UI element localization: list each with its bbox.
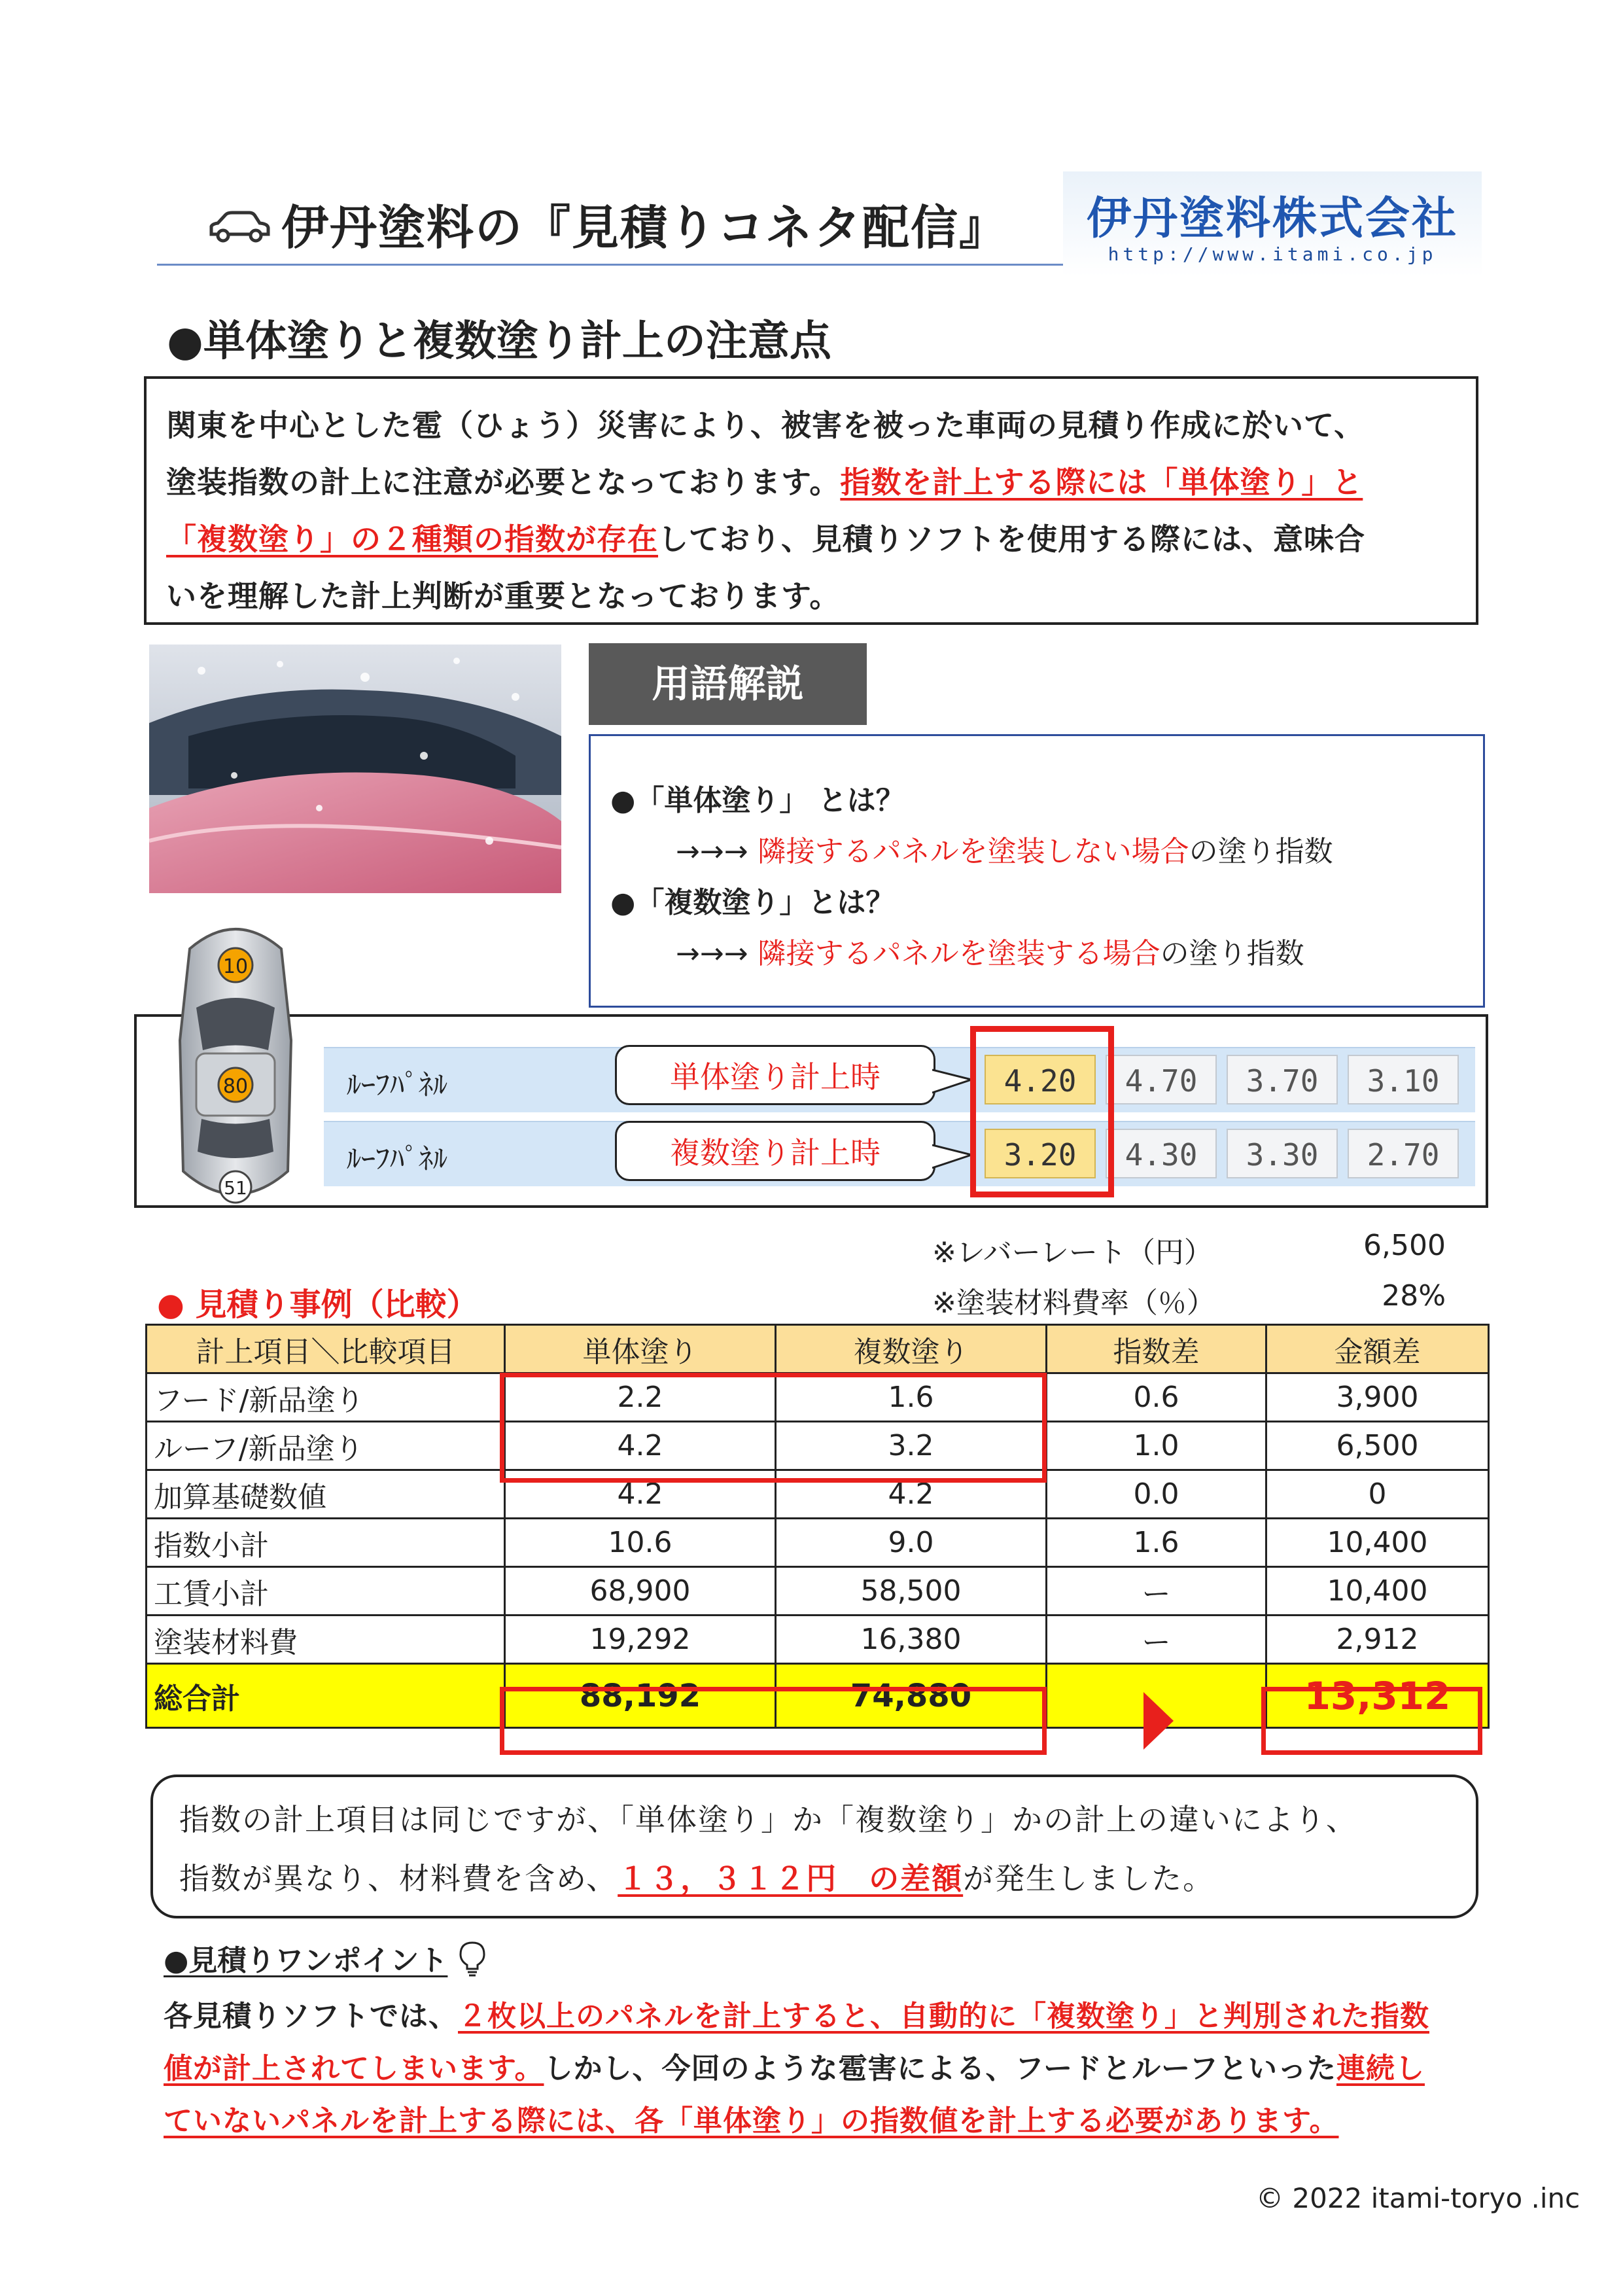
tip-title — [164, 1937, 447, 1979]
tip-line-3 — [164, 2097, 1338, 2139]
glossary-a-highlight: 隣接するパネルを塗装する場合 — [757, 937, 1161, 970]
panel-highlight-box — [970, 1026, 1114, 1197]
arrow-text: →→→ — [676, 937, 758, 970]
total-amount-diff: 13,312 — [1266, 1664, 1489, 1728]
row-item: 塗装材料費 — [147, 1616, 505, 1664]
example-title: ● 見積り事例（比較） — [157, 1286, 478, 1323]
intro-line-4 — [166, 568, 1456, 625]
hail-damage-photo — [149, 645, 561, 893]
cell-multiple: 1.6 — [776, 1373, 1047, 1422]
intro-text: 塗装指数の計上に注意が必要となっております。 — [166, 465, 841, 500]
cell-index-diff: ー — [1047, 1616, 1266, 1664]
intro-highlight: 指数を計上する際には「単体塗り」と — [840, 465, 1363, 500]
table-header-row — [147, 1325, 1489, 1373]
cell-amount-diff: 2,912 — [1266, 1616, 1489, 1664]
summary-line-2 — [179, 1849, 1450, 1908]
logo-company-name: 伊丹塗料株式会社 — [1086, 193, 1458, 245]
cell-amount-diff: 3,900 — [1266, 1373, 1489, 1422]
panel-row-label: ﾙｰﾌﾊﾟﾈﾙ — [347, 1069, 447, 1102]
intro-text: 関東を中心とした雹（ひょう）災害により、被害を被った車両の見積り作成に於いて、 — [166, 408, 1365, 443]
cell-amount-diff: 10,400 — [1266, 1519, 1489, 1567]
panel-value-cell: 4.30 — [1106, 1129, 1217, 1178]
labor-rate-label: ※レバーレート（円） — [932, 1236, 1213, 1269]
tip-text: 各見積りソフトでは、 — [164, 2000, 458, 2033]
glossary-label: 用語解説 — [589, 643, 867, 725]
total-single: 88,192 — [505, 1664, 776, 1728]
panel-value-cell: 2.70 — [1348, 1129, 1459, 1178]
cell-index-diff: 0.6 — [1047, 1373, 1266, 1422]
row-item: 工賃小計 — [147, 1567, 505, 1616]
page-title: 伊丹塗料の『見積りコネタ配信』 — [281, 200, 1008, 255]
table-highlight-box — [500, 1373, 1047, 1483]
panel-frame-bracket — [134, 1014, 145, 1208]
cell-single: 19,292 — [505, 1616, 776, 1664]
summary-box — [150, 1775, 1478, 1918]
tip-line-2 — [164, 2045, 1425, 2087]
total-label: 総合計 — [147, 1664, 505, 1728]
cell-index-diff: 1.6 — [1047, 1519, 1266, 1567]
cell-index-diff: 0.0 — [1047, 1470, 1266, 1519]
intro-line-3 — [166, 511, 1456, 568]
material-rate-value: 28% — [1382, 1279, 1446, 1313]
glossary-a-highlight: 隣接するパネルを塗装しない場合 — [757, 835, 1189, 868]
col-header: 金額差 — [1266, 1325, 1489, 1373]
glossary-q-single: ●「単体塗り」 とは？ — [610, 784, 905, 817]
car-topview-icon — [157, 910, 314, 1217]
col-header: 指数差 — [1047, 1325, 1266, 1373]
table-total-highlight-box — [500, 1687, 1047, 1755]
badge-trunk: 51 — [224, 1177, 247, 1199]
badge-roof: 80 — [222, 1075, 249, 1098]
cell-amount-diff: 0 — [1266, 1470, 1489, 1519]
total-multiple: 74,880 — [776, 1664, 1047, 1728]
tip-line-1 — [164, 1992, 1429, 2034]
tip-highlight: ていないパネルを計上する際には、各「単体塗り」の指数値を計上する必要があります。 — [164, 2104, 1339, 2138]
summary-text: 指数が異なり、材料費を含め、 — [179, 1861, 618, 1896]
logo-url: http://www.itami.co.jp — [1108, 243, 1437, 265]
glossary-a-text: の塗り指数 — [1189, 835, 1333, 868]
callout-multiple: 複数塗り計上時 — [615, 1121, 935, 1181]
cell-index-diff: ー — [1047, 1567, 1266, 1616]
lightbulb-icon — [458, 1940, 487, 1977]
section-title: ●単体塗りと複数塗り計上の注意点 — [167, 317, 831, 366]
col-header: 計上項目＼比較項目 — [147, 1325, 505, 1373]
panel-value-cell: 3.20 — [985, 1129, 1096, 1178]
intro-text: しており、見積りソフトを使用する際には、意味合 — [658, 521, 1365, 557]
glossary-a-multiple — [676, 930, 1304, 972]
panel-value-cell: 3.30 — [1227, 1129, 1338, 1178]
cell-multiple: 9.0 — [776, 1519, 1047, 1567]
company-logo — [1063, 171, 1482, 276]
badge-hood: 10 — [222, 955, 249, 978]
tip-text: しかし、今回のような雹害による、フードとルーフといった — [544, 2052, 1336, 2085]
labor-rate-value: 6,500 — [1363, 1229, 1446, 1262]
cell-multiple: 16,380 — [776, 1616, 1047, 1664]
intro-line-1 — [166, 397, 1456, 454]
copyright: © 2022 itami-toryo .inc — [1256, 2182, 1580, 2214]
table-row — [147, 1616, 1489, 1664]
row-item: フード/新品塗り — [147, 1373, 505, 1422]
material-rate-label: ※塗装材料費率（％） — [932, 1286, 1215, 1320]
panel-value-cell: 4.70 — [1106, 1055, 1217, 1104]
callout-single: 単体塗り計上時 — [615, 1045, 935, 1105]
panel-value-cell: 3.70 — [1227, 1055, 1338, 1104]
panel-row-label: ﾙｰﾌﾊﾟﾈﾙ — [347, 1142, 447, 1176]
car-icon — [206, 208, 271, 245]
cell-single: 4.2 — [505, 1470, 776, 1519]
glossary-q-multiple: ●「複数塗り」とは？ — [610, 886, 895, 919]
cell-multiple: 3.2 — [776, 1422, 1047, 1470]
summary-highlight: １３，３１２円 の差額 — [618, 1861, 964, 1896]
intro-box — [144, 376, 1478, 625]
intro-line-2 — [166, 454, 1456, 511]
cell-single: 4.2 — [505, 1422, 776, 1470]
summary-text: が発生しました。 — [963, 1861, 1215, 1896]
tip-highlight: 値が計上されてしまいます。 — [164, 2052, 544, 2085]
row-item: ルーフ/新品塗り — [147, 1422, 505, 1470]
cell-multiple: 4.2 — [776, 1470, 1047, 1519]
cell-single: 10.6 — [505, 1519, 776, 1567]
cell-single: 2.2 — [505, 1373, 776, 1422]
intro-highlight: 「複数塗り」の２種類の指数が存在 — [166, 521, 658, 557]
cell-index-diff: 1.0 — [1047, 1422, 1266, 1470]
tip-highlight: ２枚以上のパネルを計上すると、自動的に「複数塗り」と判別された指数 — [458, 2000, 1429, 2033]
col-header: 単体塗り — [505, 1325, 776, 1373]
col-header: 複数塗り — [776, 1325, 1047, 1373]
arrow-right-icon — [1143, 1692, 1174, 1750]
panel-value-cell: 4.20 — [985, 1055, 1096, 1104]
table-row — [147, 1519, 1489, 1567]
tip-title-text: ●見積りワンポイント — [164, 1944, 448, 1977]
tip-highlight: 連続し — [1336, 2052, 1425, 2085]
glossary-a-text: の塗り指数 — [1160, 937, 1304, 970]
row-item: 指数小計 — [147, 1519, 505, 1567]
summary-line-1: 指数の計上項目は同じですが、「単体塗り」か「複数塗り」かの計上の違いにより、 — [179, 1802, 1357, 1837]
cell-amount-diff: 10,400 — [1266, 1567, 1489, 1616]
glossary-a-single — [676, 828, 1333, 870]
header-underline — [157, 264, 1066, 266]
table-row — [147, 1567, 1489, 1616]
table-diff-highlight-box — [1261, 1687, 1482, 1755]
panel-value-cell: 3.10 — [1348, 1055, 1459, 1104]
row-item: 加算基礎数値 — [147, 1470, 505, 1519]
cell-single: 68,900 — [505, 1567, 776, 1616]
intro-text: いを理解した計上判断が重要となっております。 — [166, 578, 841, 614]
cell-amount-diff: 6,500 — [1266, 1422, 1489, 1470]
cell-multiple: 58,500 — [776, 1567, 1047, 1616]
arrow-text: →→→ — [676, 835, 758, 868]
glossary-box — [589, 734, 1485, 1008]
